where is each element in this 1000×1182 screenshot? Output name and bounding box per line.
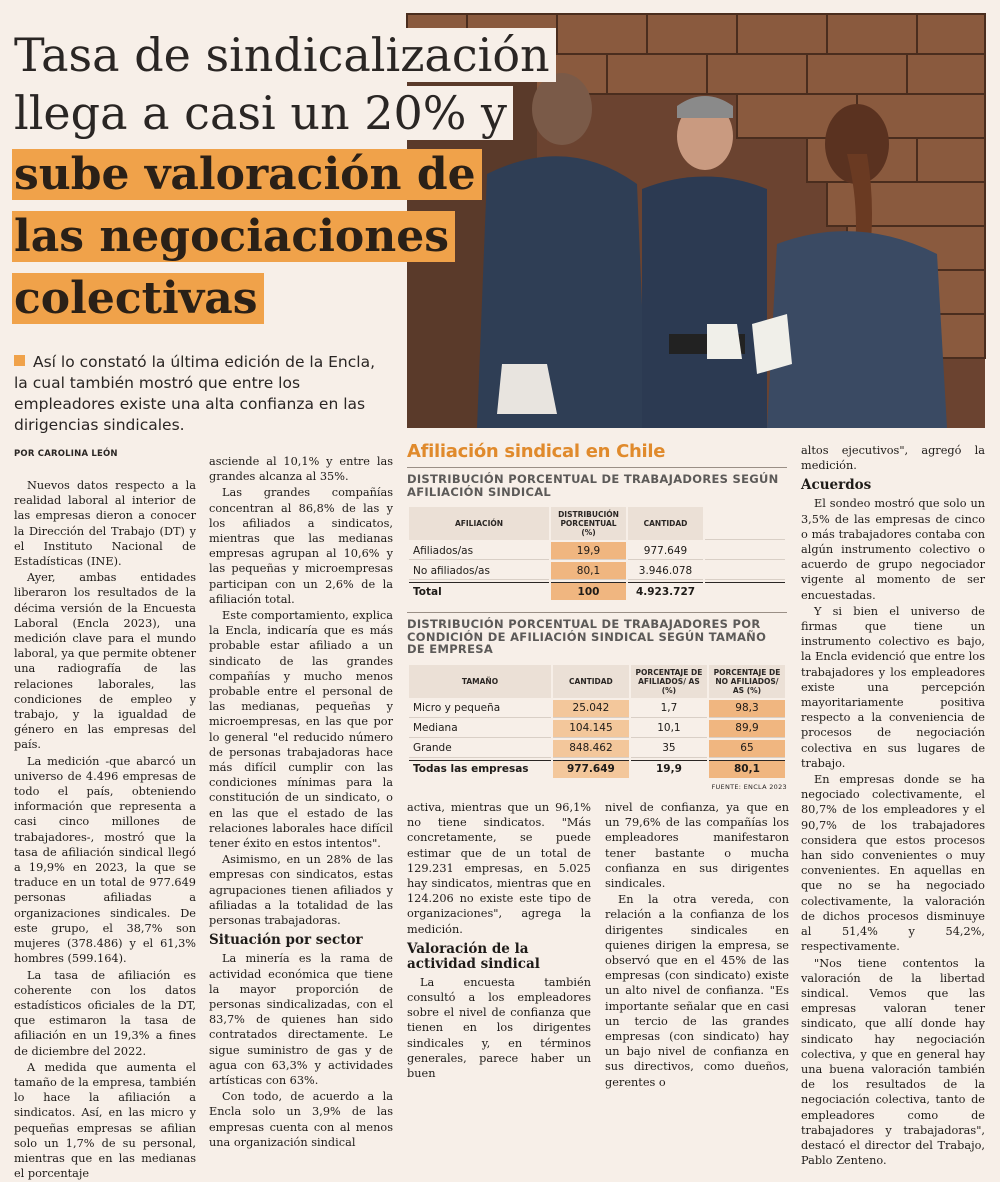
subheading-valoracion: Valoración de la actividad sindical: [407, 940, 540, 972]
column-header: CANTIDAD: [628, 507, 703, 540]
paragraph: Ayer, ambas entidades liberaron los resultados de la décima versión de la Encuesta Laboral (Encla 2023), una medición clave para el mundo laboral, ya que permite obtener una radiografía de las relaciones laborales, las condiciones de empleo y trabajo, y la igualdad de género en las empresas del país.: [14, 571, 196, 752]
infographic-title: Afiliación sindical en Chile: [407, 441, 666, 462]
table-cell: Afiliados/as: [409, 542, 549, 560]
table-cell: No afiliados/as: [409, 562, 549, 580]
paragraph: La medición -que abarcó un universo de 4.496 empresas de todo el país, obteniendo información que representa a casi cinco millones de trabajadores-, mostró que la tasa de afiliación sindical llegó a 19,9% en 2023, la que se traduce en un total de 977.649 personas afiliadas a organizaciones sindicales. De este grupo, el 38,7% son mujeres (378.486) y el 61,3% hombres (599.164).: [14, 754, 196, 966]
table-cell: 977.649: [628, 542, 703, 560]
source-note: FUENTE: ENCLA 2023: [711, 782, 787, 791]
company-size-table: [407, 663, 787, 780]
table-row: [409, 562, 785, 580]
column-header: AFILIACIÓN: [409, 507, 549, 540]
table-cell: 4.923.727: [628, 582, 703, 600]
paragraph: En la otra vereda, con relación a la confianza de los dirigentes sindicales en quienes dirigen la empresa, se observó que en el 45% de las empresas (con sindicato) existe un alto nivel de confianza. "Es importante señalar que en casi un tercio de las grandes empresas (con sindicato) hay un bajo nivel de confianza en sus directivos, como dueños, gerentes o: [605, 893, 789, 1089]
subheading-acuerdos: Acuerdos: [801, 477, 872, 494]
bullet-square-icon: [14, 355, 25, 366]
table-row: [409, 740, 785, 758]
article-column-1: [14, 478, 196, 1182]
table-cell: 19,9: [631, 760, 707, 778]
paragraph: Con todo, de acuerdo a la Encla solo un 3,9% de las empresas cuenta con al menos una organización sindical: [209, 1090, 393, 1149]
table-cell: 89,9: [709, 720, 785, 738]
paragraph: Y si bien el universo de firmas que tiene un instrumento colectivo es bajo, la Encla evidenció que entre los trabajadores y los empleadores existe una percepción mayoritariamente positiva respecto a la conveniencia de procesos de negociación colectiva en sus lugares de trabajo.: [801, 604, 985, 770]
table-cell: 10,1: [631, 720, 707, 738]
table-cell: 3.946.078: [628, 562, 703, 580]
paragraph: La encuesta también consultó a los empleadores sobre el nivel de confianza que tienen en los dirigentes sindicales y, en términos generales, parece haber un buen: [407, 975, 591, 1081]
column-header: DISTRIBUCIÓN PORCENTUAL (%): [551, 507, 626, 540]
table-cell: Grande: [409, 740, 551, 758]
paragraph: La minería es la rama de actividad económica que tiene la mayor proporción de personas sindicalizadas, con el 83,7% de quienes han sido contratados directamente. Le sigue suministro de gas y de agua con 63,3% y actividades artísticas con 63%.: [209, 952, 393, 1087]
lead-paragraph: [14, 352, 384, 436]
table-cell: 1,7: [631, 700, 707, 718]
paragraph: Asimismo, en un 28% de las empresas con sindicatos, estas agrupaciones tienen afiliados y afiliadas a la totalidad de las personas trabajadoras.: [209, 853, 393, 928]
paragraph: altos ejecutivos", agregó la medición.: [801, 444, 985, 473]
table-row: [409, 720, 785, 738]
divider: [407, 612, 787, 613]
paragraph: Las grandes compañías concentran al 86,8% de las y los afiliados a sindicatos, mientras que las medianas empresas agrupan al 10,6% y las pequeñas y microempresas participan con un 2,6% de la afiliación total.: [209, 486, 393, 606]
table-row: [409, 700, 785, 718]
table-cell: Total: [409, 582, 549, 600]
headline-line-5: colectivas: [12, 273, 264, 324]
affiliation-table: [407, 505, 787, 602]
article-column-3: [407, 800, 591, 1082]
headline-line-4: las negociaciones: [12, 211, 455, 262]
paragraph: Este comportamiento, explica la Encla, indicaría que es más probable estar afiliado a un sindicato de las grandes compañías y mucho menos probable entre el personal de las medianas, pequeñas y microempresas, en las que por lo general "el reducido número de personas trabajadoras hace más difícil cumplir con las condiciones mínimas para la constitución de un sindicato, o en las que el estado de las relaciones laborales hace difícil tener éxito en estos intentos".: [209, 609, 393, 851]
table-cell: Todas las empresas: [409, 760, 551, 778]
table-cell: 35: [631, 740, 707, 758]
column-header: PORCENTAJE DE NO AFILIADOS/ AS (%): [709, 665, 785, 698]
table-cell: 977.649: [553, 760, 629, 778]
column-header: CANTIDAD: [553, 665, 629, 698]
table-cell: Mediana: [409, 720, 551, 738]
headline-line-3: sube valoración de: [12, 149, 482, 200]
paragraph: nivel de confianza, ya que en un 79,6% de las compañías los empleadores manifestaron tener bastante o mucha confianza en sus dirigentes sindicales.: [605, 801, 789, 891]
lead-text: Así lo constató la última edición de la Encla, la cual también mostró que entre los empleadores existe una alta confianza en las dirigencias sindicales.: [14, 353, 376, 434]
table-cell: 19,9: [551, 542, 626, 560]
table-1-title: DISTRIBUCIÓN PORCENTUAL DE TRABAJADORES SEGÚN AFILIACIÓN SINDICAL: [407, 472, 779, 499]
table-cell: 848.462: [553, 740, 629, 758]
paragraph: "Nos tiene contentos la valoración de la libertad sindical. Vemos que las empresas valoran tener sindicato, que allí donde hay sindicato hay negociación colectiva, y que en general hay una buena valoración también de los resultados de la negociación colectiva, tanto de empleadores como de trabajadores y trabajadoras", destacó el director del Trabajo, Pablo Zenteno.: [801, 956, 985, 1168]
table-cell: Micro y pequeña: [409, 700, 551, 718]
table-cell: 98,3: [709, 700, 785, 718]
table-cell: 100: [551, 582, 626, 600]
paragraph: A medida que aumenta el tamaño de la empresa, también lo hace la afiliación a sindicatos. Así, en las micro y pequeñas empresas se afilian solo un 1,7% de su personal, mientras que en las medianas el porcentaje: [14, 1060, 196, 1181]
article-column-4: [605, 800, 789, 1091]
table-cell: 80,1: [709, 760, 785, 778]
table-cell: 104.145: [553, 720, 629, 738]
table-row-total: [409, 582, 785, 600]
paragraph: El sondeo mostró que solo un 3,5% de las empresas de cinco o más trabajadores contaba con algún instrumento colectivo o acuerdo de grupo negociador vigente al momento de ser encuestadas.: [801, 497, 985, 602]
paragraph: asciende al 10,1% y entre las grandes alcanza al 35%.: [209, 455, 393, 484]
column-header: TAMAÑO: [409, 665, 551, 698]
article-column-2: [209, 454, 393, 1151]
headline-line-1: Tasa de sindicalización: [12, 28, 556, 82]
table-row: [409, 542, 785, 560]
divider: [407, 467, 787, 468]
headline: [12, 26, 550, 328]
headline-line-2: llega a casi un 20% y: [12, 86, 513, 140]
paragraph: activa, mientras que un 96,1% no tiene sindicatos. "Más concretamente, se puede estimar que de un total de 129.231 empresas, en 5.025 hay sindicatos, mientras que en 124.206 no existe este tipo de organizaciones", agrega la medición.: [407, 801, 591, 936]
article-column-5: [801, 443, 985, 1169]
subheading-situacion: Situación por sector: [209, 932, 363, 949]
column-header: PORCENTAJE DE AFILIADOS/ AS (%): [631, 665, 707, 698]
table-2-title: DISTRIBUCIÓN PORCENTUAL DE TRABAJADORES POR CONDICIÓN DE AFILIACIÓN SINDICAL SEGÚN TAMAÑO DE EMPRESA: [407, 617, 767, 656]
infographic: [407, 441, 787, 791]
paragraph: En empresas donde se ha negociado colectivamente, el 80,7% de los empleadores y el 90,7% de los trabajadores considera que estos procesos han sido convenientes o muy convenientes. En aquellas en que no se ha negociado colectivamente, la valoración de dichos procesos disminuye al 51,4% y 54,2%, respectivamente.: [801, 773, 985, 954]
table-cell: 65: [709, 740, 785, 758]
table-cell: 25.042: [553, 700, 629, 718]
byline: POR CAROLINA LEÓN: [14, 449, 118, 459]
paragraph: Nuevos datos respecto a la realidad laboral al interior de las empresas dieron a conocer la Dirección del Trabajo (DT) y el Instituto Nacional de Estadísticas (INE).: [14, 479, 196, 569]
paragraph: La tasa de afiliación es coherente con los datos estadísticos oficiales de la DT, que estimaron la tasa de afiliación en un 19,3% a fines de diciembre del 2022.: [14, 968, 196, 1058]
table-cell: 80,1: [551, 562, 626, 580]
table-row-total: [409, 760, 785, 778]
